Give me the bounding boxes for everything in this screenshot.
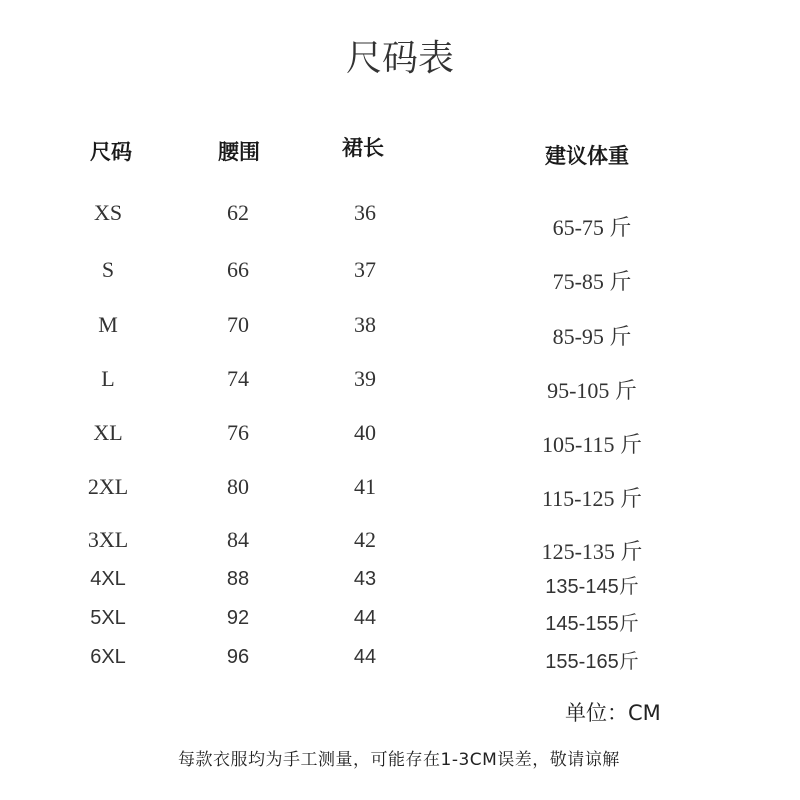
cell-weight: 155-165斤 — [545, 651, 639, 673]
cell-waist: 70 — [227, 312, 249, 337]
cell-waist: 84 — [227, 527, 249, 552]
cell-size: 4XL — [90, 568, 126, 590]
cell-length: 38 — [354, 312, 376, 337]
cell-waist: 92 — [226, 607, 250, 629]
cell-size: 5XL — [90, 607, 126, 629]
cell-waist: 88 — [226, 568, 250, 590]
cell-weight: 65-75 斤 — [552, 215, 632, 240]
cell-waist: 96 — [226, 646, 250, 668]
cell-size: 6XL — [90, 646, 126, 668]
cell-length: 41 — [354, 474, 376, 499]
cell-weight: 115-125 斤 — [541, 486, 643, 511]
cell-size: 3XL — [87, 527, 129, 552]
cell-weight: 85-95 斤 — [552, 324, 632, 349]
cell-length: 44 — [353, 646, 377, 668]
cell-length: 37 — [354, 257, 376, 282]
cell-waist: 80 — [227, 474, 249, 499]
cell-weight: 75-85 斤 — [552, 269, 632, 294]
cell-waist: 62 — [227, 200, 249, 225]
measurement-note: 每款衣服均为手工测量，可能存在1-3CM误差，敬请谅解 — [178, 750, 620, 770]
cell-waist: 76 — [227, 420, 249, 445]
size-chart-title: 尺码表 — [345, 38, 454, 79]
cell-length: 36 — [354, 200, 376, 225]
cell-waist: 74 — [227, 366, 249, 391]
cell-weight: 105-115 斤 — [541, 432, 643, 457]
cell-size: S — [101, 257, 115, 282]
cell-length: 39 — [354, 366, 376, 391]
cell-weight: 95-105 斤 — [547, 378, 637, 403]
cell-length: 43 — [353, 568, 377, 590]
cell-weight: 125-135 斤 — [541, 539, 643, 564]
header-length: 裙长 — [342, 136, 384, 160]
header-weight: 建议体重 — [545, 144, 629, 168]
cell-weight: 135-145斤 — [545, 576, 639, 598]
cell-size: XS — [93, 200, 123, 225]
header-waist: 腰围 — [218, 140, 260, 164]
cell-waist: 66 — [227, 257, 249, 282]
cell-weight: 145-155斤 — [545, 613, 639, 635]
unit-label: 单位：CM — [565, 701, 661, 725]
cell-size: L — [101, 366, 115, 391]
cell-length: 40 — [354, 420, 376, 445]
header-size: 尺码 — [90, 140, 132, 164]
cell-size: XL — [93, 420, 123, 445]
cell-length: 42 — [354, 527, 376, 552]
cell-size: 2XL — [87, 474, 129, 499]
cell-size: M — [98, 312, 118, 337]
cell-length: 44 — [353, 607, 377, 629]
